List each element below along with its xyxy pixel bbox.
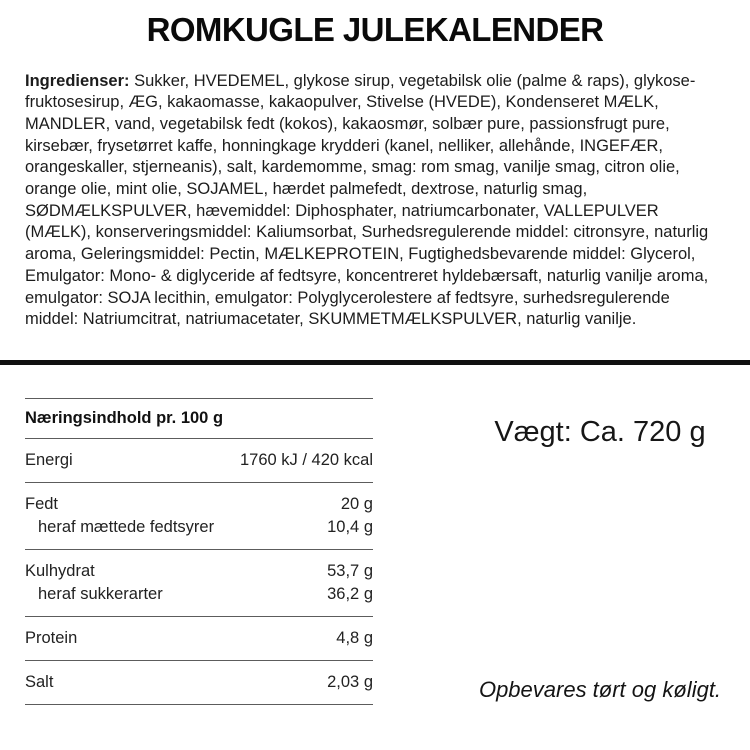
row-label: Kulhydrat xyxy=(25,562,95,580)
table-row xyxy=(25,560,373,583)
row-label: heraf sukkerarter xyxy=(38,585,163,603)
nutrition-group-carbohydrate xyxy=(25,550,373,617)
row-value: 20 g xyxy=(340,495,373,513)
row-value: 1760 kJ / 420 kcal xyxy=(240,451,373,469)
row-value: 53,7 g xyxy=(327,562,373,580)
nutrition-group-protein xyxy=(25,617,373,661)
storage-note: Opbevares tørt og køligt. xyxy=(478,677,722,702)
row-label: Protein xyxy=(25,629,78,647)
table-row xyxy=(25,671,373,694)
row-value: 36,2 g xyxy=(327,585,373,603)
row-label: Fedt xyxy=(25,495,59,513)
table-row xyxy=(25,516,373,539)
row-label: Salt xyxy=(25,673,54,691)
nutrition-table xyxy=(25,398,373,705)
table-row xyxy=(25,627,373,650)
ingredients-paragraph xyxy=(25,71,725,331)
nutrition-group-energy xyxy=(25,439,373,483)
row-label: heraf mættede fedtsyrer xyxy=(38,518,215,536)
ingredients-text: Sukker, HVEDEMEL, glykose sirup, vegetabilsk olie (palme & raps), glykose-fruktosesirup, ÆG, kakaomasse, kakaopulver, Stivelse (HVEDE), Kondenseret MÆLK, MANDLER, vand, vegetabilsk fedt (kokos), kakaosmør, solbær pure, passionsfrugt pure, kirsebær, frysetørret kaffe, honningkage krydderi (kanel, nelliker, allehånde, INGEFÆR, orangeskaller, stjerneanis), salt, kardemomme, smag: rom smag, vanilje smag, citron olie, orange olie, mint olie, SOJAMEL, hærdet palmefedt, dextrose, naturlig smag, SØDMÆLKSPULVER, hævemiddel: Diphosphater, natriumcarbonater, VALLEPULVER (MÆLK), konserveringsmiddel: Kaliumsorbat, Surhedsregulerende middel: citronsyre, naturlig aroma, Geleringsmiddel: Pectin, MÆLKEPROTEIN, Fugtighedsbevarende middel: Glycerol, Emulgator: Mono- & diglyceride af fedtsyre, koncentreret hyldebærsaft, naturlig vanilje aroma, emulgator: SOJA lecithin, emulgator: Polyglycerolestere af fedtsyre, surhedsregulerende middel: Natriumcitrat, natriumacetater, SKUMMETMÆLKSPULVER, naturlig vanilje. xyxy=(25,71,709,329)
row-value: 2,03 g xyxy=(327,673,373,691)
nutrition-group-fat xyxy=(25,483,373,550)
row-value: 4,8 g xyxy=(336,629,373,647)
product-title: ROMKUGLE JULEKALENDER xyxy=(146,11,604,48)
ingredients-label: Ingredienser: xyxy=(25,71,130,90)
weight-text: Vægt: Ca. 720 g xyxy=(494,416,706,448)
nutrition-group-salt xyxy=(25,661,373,705)
row-label: Energi xyxy=(25,451,73,469)
table-row xyxy=(25,449,373,472)
section-divider xyxy=(0,360,750,365)
nutrition-table-header: Næringsindhold pr. 100 g xyxy=(25,399,373,439)
table-row xyxy=(25,493,373,516)
row-value: 10,4 g xyxy=(327,518,373,536)
table-row xyxy=(25,583,373,606)
